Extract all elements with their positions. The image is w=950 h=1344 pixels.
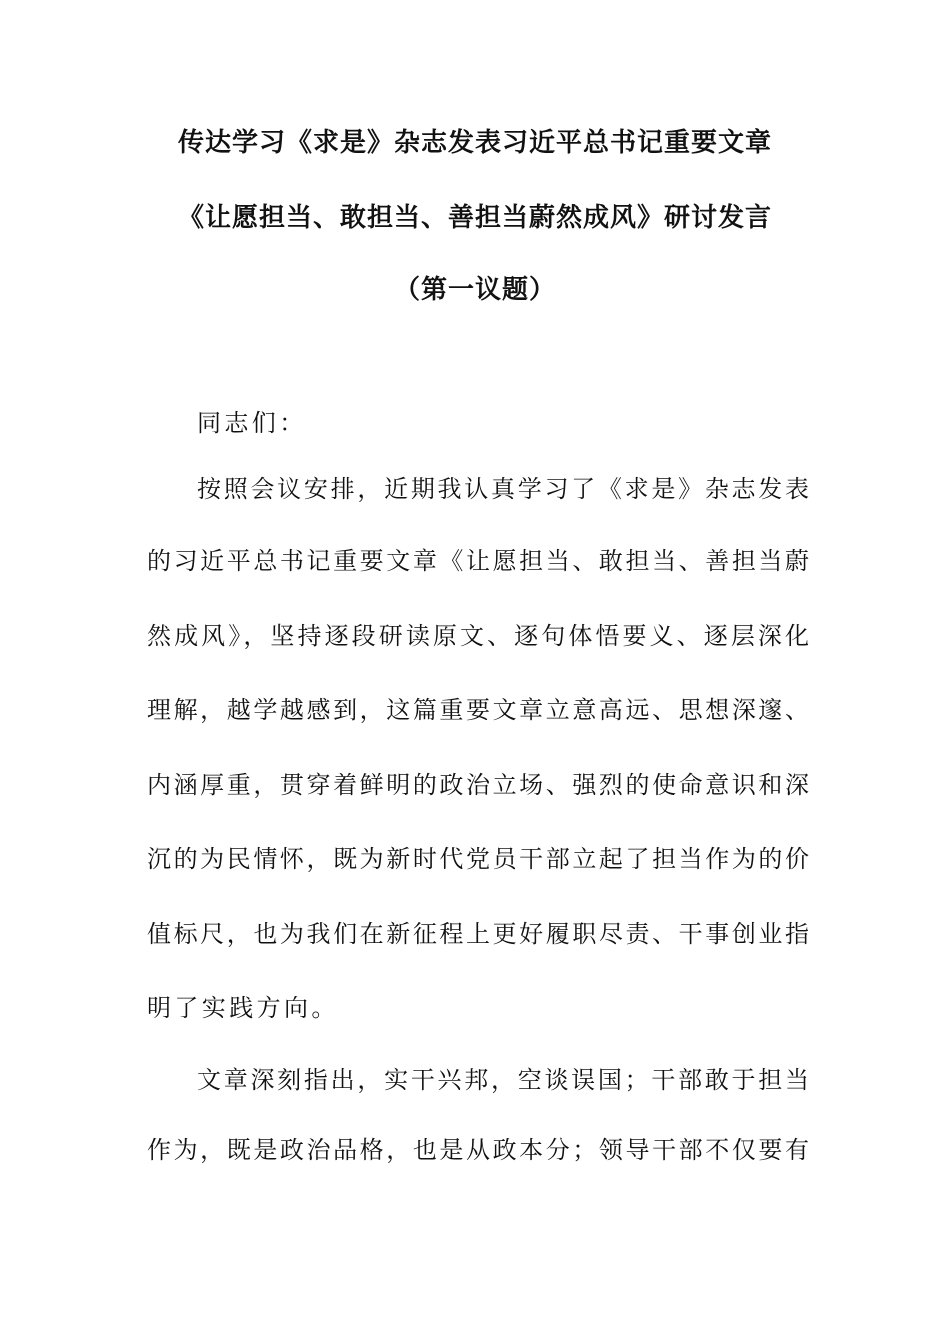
paragraph-1-line: 明了实践方向。 (147, 994, 339, 1022)
title-line-1: 传达学习《求是》杂志发表习近平总书记重要文章 (177, 128, 772, 158)
paragraph-1-line: 的习近平总书记重要文章《让愿担当、敢担当、善担当蔚 (147, 547, 809, 575)
paragraph-2-line: 作为，既是政治品格，也是从政本分；领导干部不仅要有 (147, 1136, 809, 1164)
paragraph-2-line: 文章深刻指出，实干兴邦，空谈误国；干部敢于担当 (197, 1066, 809, 1094)
paragraph-1-line: 值标尺，也为我们在新征程上更好履职尽责、干事创业指 (147, 920, 809, 948)
paragraph-1-line: 理解，越学越感到，这篇重要文章立意高远、思想深邃、 (147, 696, 809, 724)
title-line-2: 《让愿担当、敢担当、善担当蔚然成风》研讨发言 (177, 203, 772, 233)
paragraph-1-line: 按照会议安排，近期我认真学习了《求是》杂志发表 (197, 475, 809, 503)
paragraph-1-line: 沉的为民情怀，既为新时代党员干部立起了担当作为的价 (147, 845, 809, 873)
title-line-3: （第一议题） (393, 275, 556, 305)
paragraph-1-line: 然成风》，坚持逐段研读原文、逐句体悟要义、逐层深化 (147, 622, 809, 650)
paragraph-1-line: 内涵厚重，贯穿着鲜明的政治立场、强烈的使命意识和深 (147, 771, 809, 799)
salutation: 同志们： (197, 409, 307, 437)
